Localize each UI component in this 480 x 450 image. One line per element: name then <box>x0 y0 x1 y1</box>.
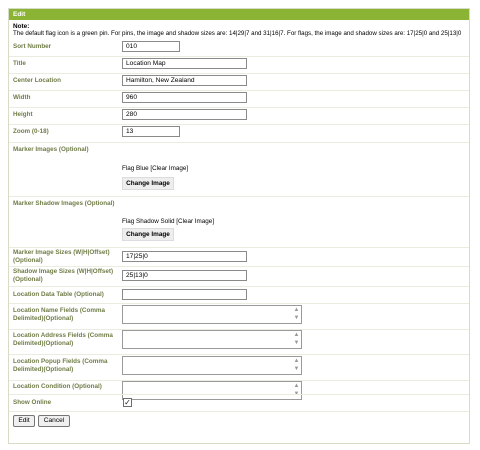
scroll-up-icon[interactable]: ▲ <box>293 307 300 313</box>
row-divider <box>9 266 469 267</box>
scroll-up-icon[interactable]: ▲ <box>293 332 300 338</box>
row-divider <box>9 90 469 91</box>
edit-button[interactable]: Edit <box>13 415 35 427</box>
shadow-image-name: Flag Shadow Solid <box>122 218 175 225</box>
shadow-image-clear-link[interactable]: [Clear Image] <box>176 218 215 225</box>
location-name-fields-label: Location Name Fields (Comma Delimited)(Optional) <box>13 307 106 322</box>
row-divider <box>9 107 469 108</box>
edit-panel <box>8 8 470 444</box>
center-location-label: Center Location <box>13 77 61 84</box>
center-location-input[interactable] <box>122 75 247 86</box>
cancel-button[interactable]: Cancel <box>38 415 70 427</box>
marker-images-label: Marker Images (Optional) <box>13 146 89 153</box>
location-address-fields-textarea[interactable] <box>122 330 302 349</box>
location-address-fields-label: Location Address Fields (Comma Delimited)(Optional) <box>13 332 113 347</box>
row-divider <box>9 303 469 304</box>
shadow-image-sizes-input[interactable] <box>122 270 247 281</box>
scroll-down-icon[interactable]: ▼ <box>293 391 300 397</box>
height-label: Height <box>13 111 33 118</box>
row-divider <box>9 354 469 355</box>
row-divider <box>9 142 469 143</box>
scroll-down-icon[interactable]: ▼ <box>293 366 300 372</box>
width-input[interactable] <box>122 92 247 103</box>
location-popup-fields-label: Location Popup Fields (Comma Delimited)(Optional) <box>13 358 108 373</box>
show-online-label: Show Online <box>13 399 52 406</box>
title-label: Title <box>13 60 26 67</box>
shadow-image-sizes-label: Shadow Image Sizes (W|H|Offset) (Optional) <box>13 268 114 283</box>
height-input[interactable] <box>122 109 247 120</box>
location-condition-textarea[interactable] <box>122 381 302 400</box>
shadow-change-image-button[interactable]: Change Image <box>122 228 174 241</box>
row-divider <box>9 394 469 395</box>
location-name-fields-textarea[interactable] <box>122 305 302 324</box>
panel-header: Edit <box>9 9 469 20</box>
location-data-table-input[interactable] <box>122 289 247 300</box>
marker-image-sizes-label: Marker Image Sizes (W|H|Offset) (Optional) <box>13 249 110 264</box>
scroll-down-icon[interactable]: ▼ <box>293 315 300 321</box>
note-text: The default flag icon is a green pin. For pins, the image and shadow sizes are: 14|29|7 and 31|16|7. For flags, the image and shadow sizes are: 17|25|0 and 25|13|0 <box>13 30 462 37</box>
show-online-checkbox[interactable]: ✓ <box>124 398 131 407</box>
scroll-down-icon[interactable]: ▼ <box>293 340 300 346</box>
row-divider <box>9 286 469 287</box>
marker-image-sizes-input[interactable] <box>122 251 247 262</box>
row-divider <box>9 124 469 125</box>
marker-shadow-images-label: Marker Shadow Images (Optional) <box>13 200 115 207</box>
row-divider <box>9 196 469 197</box>
sort-number-input[interactable] <box>122 41 180 52</box>
zoom-input[interactable] <box>122 126 180 137</box>
title-input[interactable] <box>122 58 247 69</box>
marker-image-name: Flag Blue <box>122 165 149 172</box>
row-divider <box>9 411 469 412</box>
sort-number-label: Sort Number <box>13 43 52 50</box>
zoom-label: Zoom (0-18) <box>13 128 49 135</box>
scroll-up-icon[interactable]: ▲ <box>293 358 300 364</box>
shadow-image-caption <box>122 218 214 225</box>
row-divider <box>9 73 469 74</box>
row-divider <box>9 247 469 248</box>
marker-image-clear-link[interactable]: [Clear Image] <box>150 165 189 172</box>
marker-change-image-button[interactable]: Change Image <box>122 177 174 190</box>
location-condition-label: Location Condition (Optional) <box>13 383 102 390</box>
row-divider <box>9 56 469 57</box>
location-data-table-label: Location Data Table (Optional) <box>13 291 104 298</box>
marker-image-caption <box>122 165 188 172</box>
width-label: Width <box>13 94 31 101</box>
location-popup-fields-textarea[interactable] <box>122 356 302 375</box>
scroll-up-icon[interactable]: ▲ <box>293 383 300 389</box>
note-title: Note: <box>13 23 30 30</box>
